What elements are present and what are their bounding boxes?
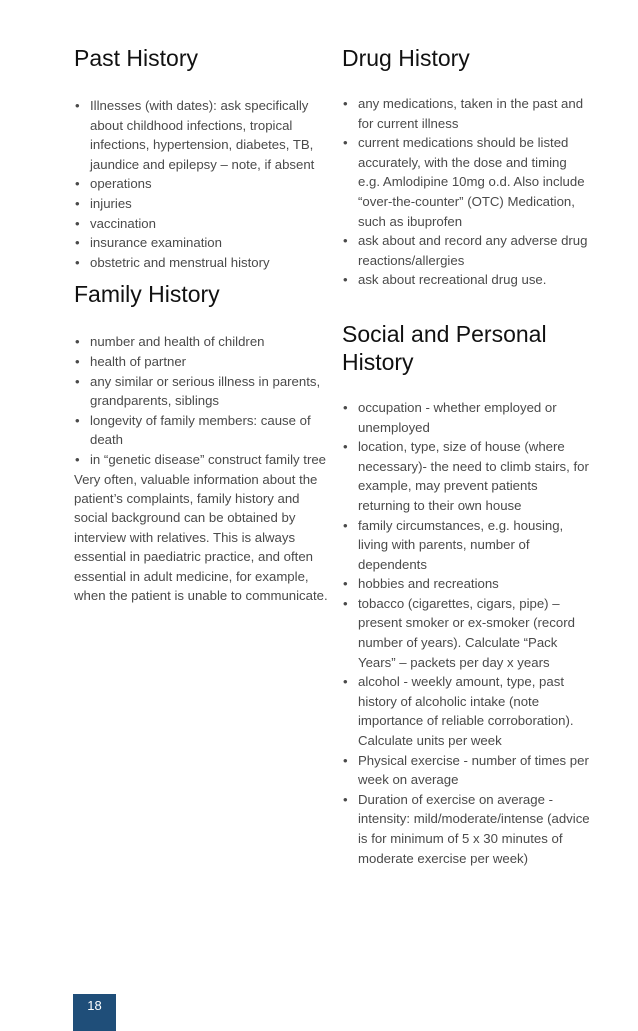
social-history-heading: Social and Personal History: [342, 320, 547, 375]
page-number-badge: [73, 994, 116, 1031]
right-column: [342, 44, 592, 868]
family-history-list: [74, 332, 332, 469]
list-item: • current medications should be listed accurately, with the dose and timing e.g. Amlodipine 10mg o.d. Also include “over-the-counter” (OTC) Medication, such as ibuprofen: [342, 133, 592, 231]
list-item: • ask about recreational drug use.: [342, 270, 592, 290]
drug-history-list: [342, 94, 592, 290]
drug-history-heading: Drug History: [342, 45, 470, 71]
past-history-list: [74, 96, 332, 272]
list-item: • any similar or serious illness in parents, grandparents, siblings: [74, 372, 332, 411]
list-item: • in “genetic disease” construct family tree: [74, 450, 332, 470]
list-item: • number and health of children: [74, 332, 332, 352]
list-item: • Physical exercise - number of times per week on average: [342, 751, 592, 790]
list-item: • location, type, size of house (where necessary)- the need to climb stairs, for example, may prevent patients returning to their own house: [342, 437, 592, 515]
list-item: • vaccination: [74, 214, 332, 234]
past-history-heading: Past History: [74, 45, 198, 71]
list-item: • ask about and record any adverse drug reactions/allergies: [342, 231, 592, 270]
left-column: [74, 44, 332, 605]
list-item: • injuries: [74, 194, 332, 214]
list-item: • insurance examination: [74, 233, 332, 253]
list-item: • occupation - whether employed or unemployed: [342, 398, 592, 437]
family-history-heading: Family History: [74, 281, 220, 308]
list-item: • any medications, taken in the past and for current illness: [342, 94, 592, 133]
drug-history-section: [342, 44, 592, 290]
list-item: • Duration of exercise on average - intensity: mild/moderate/intense (advice is for minimum of 5 x 30 minutes of moderate exercise per week): [342, 790, 592, 868]
list-item: • family circumstances, e.g. housing, living with parents, number of dependents: [342, 516, 592, 575]
list-item: • longevity of family members: cause of death: [74, 411, 332, 450]
social-history-list: [342, 398, 592, 868]
page-number: 18: [87, 998, 102, 1013]
list-item: • obstetric and menstrual history: [74, 253, 332, 273]
list-item: • health of partner: [74, 352, 332, 372]
past-history-section: [74, 44, 332, 272]
social-history-section: [342, 320, 592, 868]
list-item: • tobacco (cigarettes, cigars, pipe) – present smoker or ex-smoker (record number of years). Calculate “Pack Years” – packets per day x years: [342, 594, 592, 672]
family-history-paragraph: Very often, valuable information about the patient’s complaints, family history and social background can be obtained by interview with relatives. This is always essential in paediatric practice, and often essential in adult medicine, for example, when the patient is unable to communicate.: [74, 471, 328, 603]
family-history-section: [74, 280, 332, 605]
list-item: • hobbies and recreations: [342, 574, 592, 594]
list-item: • Illnesses (with dates): ask specifically about childhood infections, tropical infections, hypertension, diabetes, TB, jaundice and epilepsy – note, if absent: [74, 96, 332, 174]
list-item: • operations: [74, 174, 332, 194]
list-item: • alcohol - weekly amount, type, past history of alcoholic intake (note importance of reliable corroboration). Calculate units per week: [342, 672, 592, 750]
